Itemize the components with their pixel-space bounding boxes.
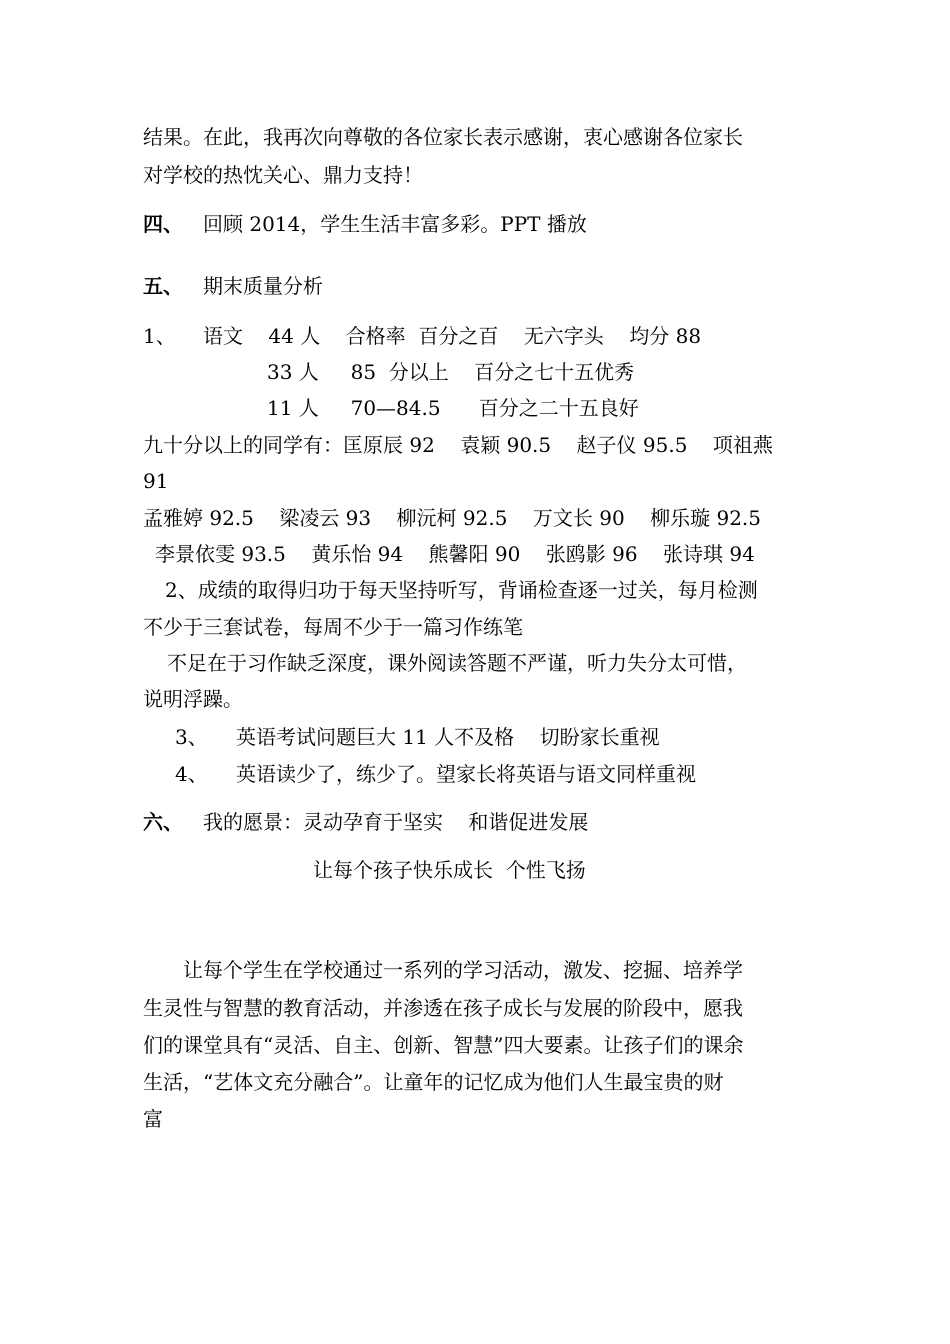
text-line: 英语考试问题巨大 11 人不及格 切盼家长重视 bbox=[236, 725, 660, 749]
text-line: 11 人 70—84.5 百分之二十五良好 bbox=[267, 396, 639, 420]
text-line: 让每个学生在学校通过一系列的学习活动，激发、挖掘、培养学 bbox=[183, 958, 743, 982]
text-line: 英语读少了，练少了。望家长将英语与语文同样重视 bbox=[236, 762, 696, 786]
section-heading: 期末质量分析 bbox=[203, 274, 323, 298]
list-marker: 4、 bbox=[175, 762, 208, 786]
text-line: 2、成绩的取得归功于每天坚持听写，背诵检查逐一过关，每月检测 bbox=[165, 578, 758, 602]
text-line: 生活，“艺体文充分融合”。让童年的记忆成为他们人生最宝贵的财 bbox=[143, 1070, 724, 1094]
text-line: 语文 44 人 合格率 百分之百 无六字头 均分 88 bbox=[203, 324, 702, 348]
text-line: 对学校的热忱关心、鼎力支持！ bbox=[143, 163, 423, 187]
section-marker: 六、 bbox=[143, 810, 183, 834]
text-line: 说明浮躁。 bbox=[143, 687, 243, 711]
section-heading: 回顾 2014，学生生活丰富多彩。PPT 播放 bbox=[203, 212, 587, 236]
text-line: 91 bbox=[143, 469, 169, 493]
text-line: 们的课堂具有“灵活、自主、创新、智慧”四大要素。让孩子们的课余 bbox=[143, 1033, 744, 1057]
text-line: 李景依雯 93.5 黄乐怡 94 熊馨阳 90 张鸥影 96 张诗琪 94 bbox=[155, 542, 755, 566]
text-line: 富 bbox=[143, 1107, 163, 1131]
section-heading: 我的愿景：灵动孕育于坚实 和谐促进发展 bbox=[203, 810, 589, 834]
text-line: 孟雅婷 92.5 梁凌云 93 柳沅柯 92.5 万文长 90 柳乐璇 92.5 bbox=[143, 506, 761, 530]
text-line: 结果。在此，我再次向尊敬的各位家长表示感谢，衷心感谢各位家长 bbox=[143, 125, 743, 149]
text-line: 不足在于习作缺乏深度，课外阅读答题不严谨，听力失分太可惜， bbox=[167, 651, 747, 675]
centered-line: 让每个孩子快乐成长 个性飞扬 bbox=[313, 858, 586, 882]
text-line: 不少于三套试卷，每周不少于一篇习作练笔 bbox=[143, 615, 523, 639]
section-marker: 四、 bbox=[143, 212, 183, 236]
text-line: 33 人 85 分以上 百分之七十五优秀 bbox=[267, 360, 635, 384]
list-marker: 1、 bbox=[143, 324, 176, 348]
section-marker: 五、 bbox=[143, 274, 183, 298]
text-line: 生灵性与智慧的教育活动，并渗透在孩子成长与发展的阶段中，愿我 bbox=[143, 996, 743, 1020]
list-marker: 3、 bbox=[175, 725, 208, 749]
text-line: 九十分以上的同学有：匡原辰 92 袁颖 90.5 赵子仪 95.5 项祖燕 bbox=[143, 433, 773, 457]
